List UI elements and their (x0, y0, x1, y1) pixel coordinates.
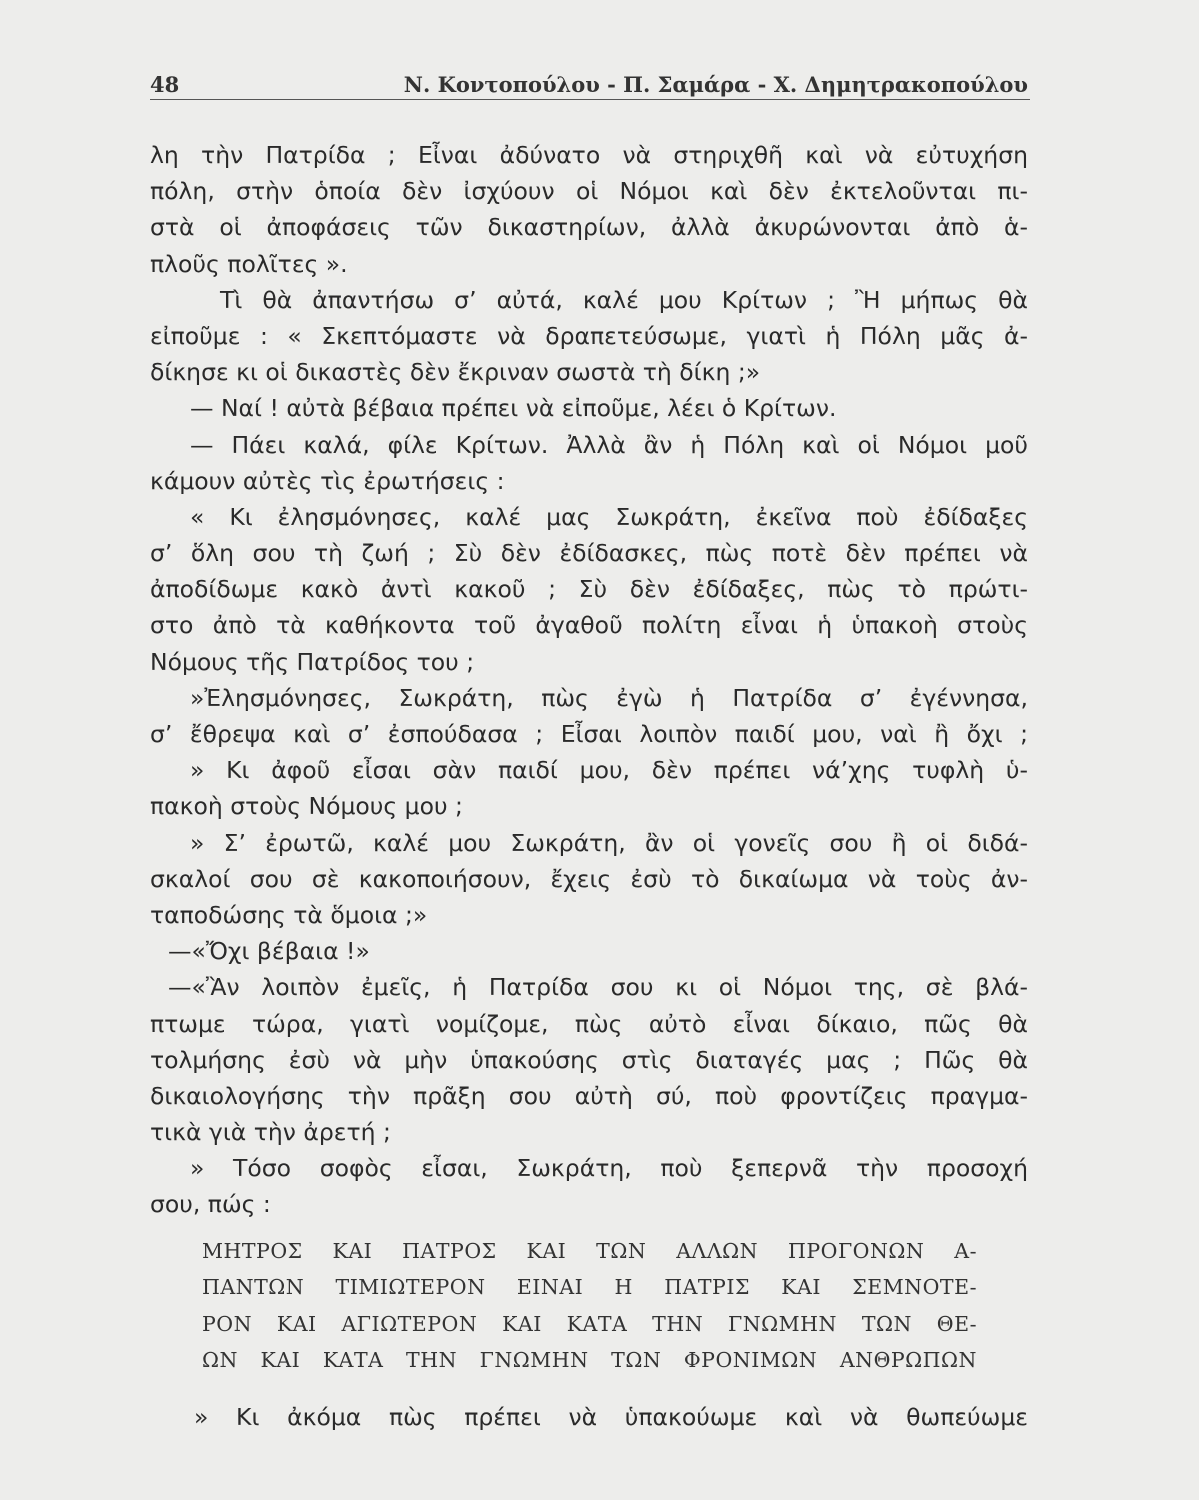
text-line: στὰ οἱ ἀποφάσεις τῶν δικαστηρίων, ἀλλὰ ἀκυρώνονται ἀπὸ ἁ- (150, 213, 1028, 242)
text-line: δικαιολογήσης τὴν πρᾶξη σου αὐτὴ σύ, ποὺ φροντίζεις πραγμα- (150, 1081, 1028, 1110)
text-line: πλοῦς πολῖτες ». (150, 249, 348, 278)
quote-line: ΠΑΝΤΩΝ ΤΙΜΙΩΤΕΡΟΝ ΕΙΝΑΙ Η ΠΑΤΡΙΣ ΚΑΙ ΣΕΜΝΟΤΕ- (202, 1275, 977, 1300)
text-line: « Κι ἐλησμόνησες, καλέ μας Σωκράτη, ἐκεῖνα ποὺ ἐδίδαξες (190, 502, 1028, 531)
text-line: στο ἀπὸ τὰ καθήκοντα τοῦ ἀγαθοῦ πολίτη εἶναι ἡ ὑπακοὴ στοὺς (150, 611, 1028, 640)
page-number: 48 (150, 72, 180, 97)
text-line: σκαλοί σου σὲ κακοποιήσουν, ἔχεις ἐσὺ τὸ δικαίωμα νὰ τοὺς ἀν- (150, 864, 1028, 893)
text-line: κάμουν αὐτὲς τὶς ἐρωτήσεις : (150, 466, 505, 495)
text-line: » Σ’ ἐρωτῶ, καλέ μου Σωκράτη, ἂν οἱ γονεῖς σου ἢ οἱ διδά- (190, 828, 1028, 857)
text-line: σου, πώς : (150, 1190, 271, 1219)
text-line: —«Ὄχι βέβαια !» (168, 937, 370, 966)
text-line: δίκησε κι οἱ δικαστὲς δὲν ἔκριναν σωστὰ τὴ δίκη ;» (150, 358, 761, 387)
text-line: —«Ἂν λοιπὸν ἐμεῖς, ἡ Πατρίδα σου κι οἱ Νόμοι της, σὲ βλά- (168, 973, 1028, 1002)
text-line: λη τὴν Πατρίδα ; Εἶναι ἀδύνατο νὰ στηριχθῆ καὶ νὰ εὐτυχήση (150, 141, 1028, 169)
ancient-greek-quote (202, 1233, 977, 1379)
text-line: σ’ ὅλη σου τὴ ζωή ; Σὺ δὲν ἐδίδασκες, πὼς ποτὲ δὲν πρέπει νὰ (150, 539, 1028, 568)
text-line: ἀποδίδωμε κακὸ ἀντὶ κακοῦ ; Σὺ δὲν ἐδίδαξες, πὼς τὸ πρώτι- (150, 575, 1028, 604)
header-rule (150, 99, 1030, 100)
closing-text (150, 1399, 1028, 1435)
text-line: πακοὴ στοὺς Νόμους μου ; (150, 792, 463, 821)
text-line: εἰποῦμε : « Σκεπτόμαστε νὰ δραπετεύσωμε, γιατὶ ἡ Πόλη μᾶς ἀ- (150, 321, 1028, 350)
text-line: » Κι ἀφοῦ εἶσαι σὰν παιδί μου, δὲν πρέπει νά’χης τυφλὴ ὑ- (190, 756, 1028, 785)
text-line: ταποδώσης τὰ ὅμοια ;» (150, 900, 428, 929)
text-line: » Κι ἀκόμα πὼς πρέπει νὰ ὑπακούωμε καὶ νὰ θωπεύωμε (194, 1403, 1028, 1431)
text-line: σ’ ἔθρεψα καὶ σ’ ἐσπούδασα ; Εἶσαι λοιπὸν παιδί μου, ναὶ ἢ ὄχι ; (150, 720, 1028, 748)
text-line: πόλη, στὴν ὁποία δὲν ἰσχύουν οἱ Νόμοι καὶ δὲν ἐκτελοῦνται πι- (150, 177, 1028, 206)
body-text (150, 137, 1028, 1223)
text-line: τικὰ γιὰ τὴν ἀρετή ; (150, 1118, 391, 1147)
quote-line: ΡΟΝ ΚΑΙ ΑΓΙΩΤΕΡΟΝ ΚΑΙ ΚΑΤΑ ΤΗΝ ΓΝΩΜΗΝ ΤΩΝ ΘΕ- (202, 1311, 977, 1336)
quote-line: ΜΗΤΡΟΣ ΚΑΙ ΠΑΤΡΟΣ ΚΑΙ ΤΩΝ ΑΛΛΩΝ ΠΡΟΓΟΝΩΝ Α- (202, 1239, 977, 1263)
text-line: — Πάει καλά, φίλε Κρίτων. Ἀλλὰ ἂν ἡ Πόλη καὶ οἱ Νόμοι μοῦ (190, 430, 1028, 459)
text-line: »Ἐλησμόνησες, Σωκράτη, πὼς ἐγὼ ἡ Πατρίδα σ’ ἐγέννησα, (190, 683, 1028, 712)
text-line: — Ναί ! αὐτὰ βέβαια πρέπει νὰ εἰποῦμε, λέει ὁ Κρίτων. (190, 394, 837, 423)
text-line: » Τόσο σοφὸς εἶσαι, Σωκράτη, ποὺ ξεπερνᾶ τὴν προσοχή (190, 1154, 1028, 1183)
page-header (150, 72, 1028, 102)
text-line: πτωμε τώρα, γιατὶ νομίζομε, πὼς αὐτὸ εἶναι δίκαιο, πῶς θὰ (150, 1009, 1028, 1038)
quote-line: ΩΝ ΚΑΙ ΚΑΤΑ ΤΗΝ ΓΝΩΜΗΝ ΤΩΝ ΦΡΟΝΙΜΩΝ ΑΝΘΡΩΠΩΝ (202, 1348, 977, 1373)
text-line: τολμήσης ἐσὺ νὰ μὴν ὑπακούσης στὶς διαταγές μας ; Πῶς θὰ (150, 1045, 1028, 1074)
text-line: Νόμους τῆς Πατρίδος του ; (150, 647, 475, 676)
running-head: Ν. Κοντοπούλου - Π. Σαμάρα - Χ. Δημητρακοπούλου (403, 72, 1028, 97)
text-line: Τὶ θὰ ἀπαντήσω σ’ αὐτά, καλέ μου Κρίτων ; Ἢ μήπως θὰ (220, 285, 1028, 314)
